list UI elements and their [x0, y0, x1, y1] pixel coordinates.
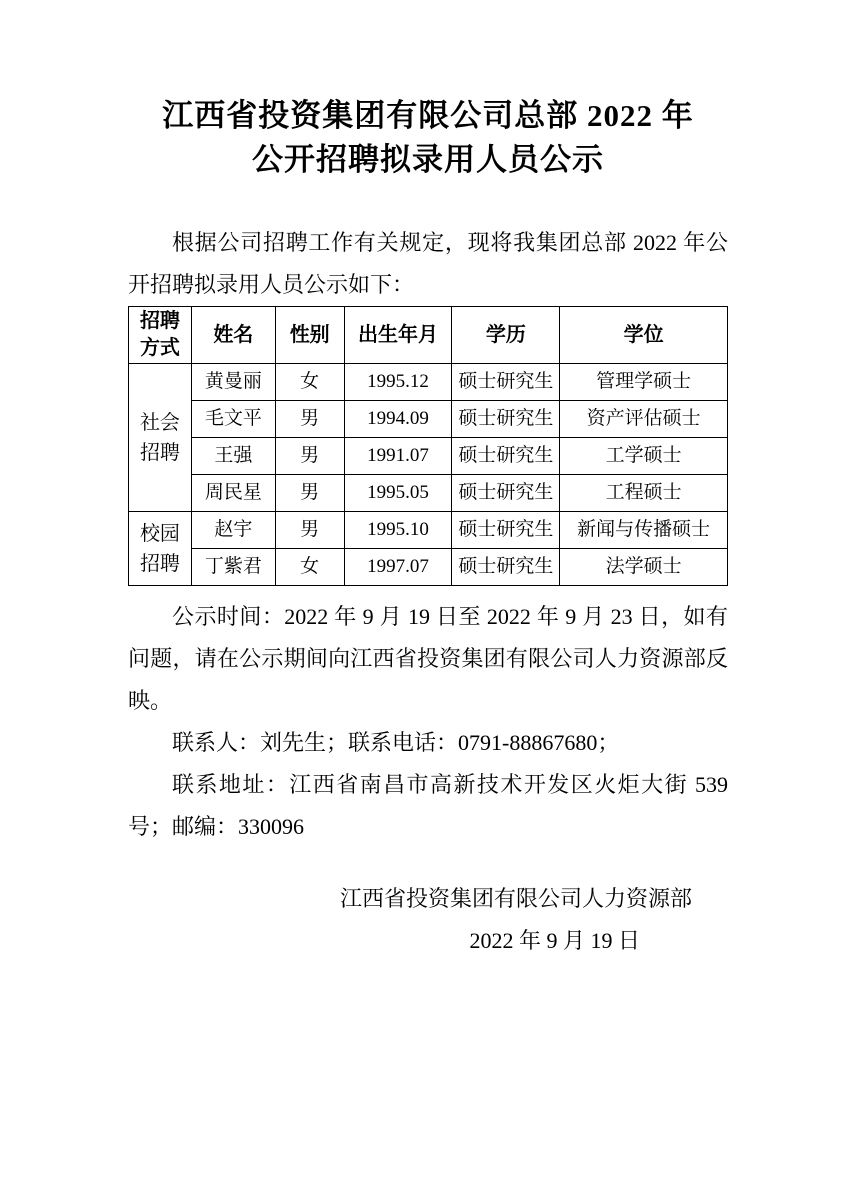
cell-degree: 工程硕士 [560, 475, 728, 512]
table-row [129, 364, 728, 401]
col-header-gender: 性别 [275, 307, 344, 364]
cell-name: 毛文平 [191, 401, 275, 438]
cell-degree: 资产评估硕士 [560, 401, 728, 438]
cell-gender: 女 [275, 549, 344, 586]
cell-birth: 1994.09 [344, 401, 452, 438]
table-row [129, 512, 728, 549]
cell-degree: 工学硕士 [560, 438, 728, 475]
table-row [129, 549, 728, 586]
col-header-recruit-type: 招聘方式 [129, 307, 192, 364]
cell-education: 硕士研究生 [452, 549, 560, 586]
col-header-education: 学历 [452, 307, 560, 364]
group-cell-campus-recruitment: 校园招聘 [129, 512, 192, 586]
cell-name: 周民星 [191, 475, 275, 512]
col-header-birth: 出生年月 [344, 307, 452, 364]
cell-birth: 1995.12 [344, 364, 452, 401]
cell-degree: 新闻与传播硕士 [560, 512, 728, 549]
cell-education: 硕士研究生 [452, 401, 560, 438]
cell-gender: 男 [275, 512, 344, 549]
table-row [129, 438, 728, 475]
cell-name: 赵宇 [191, 512, 275, 549]
cell-gender: 男 [275, 438, 344, 475]
table-row [129, 401, 728, 438]
cell-education: 硕士研究生 [452, 364, 560, 401]
col-header-degree: 学位 [560, 307, 728, 364]
cell-birth: 1997.07 [344, 549, 452, 586]
cell-birth: 1995.10 [344, 512, 452, 549]
title-line-1: 江西省投资集团有限公司总部 2022 年 [162, 98, 694, 133]
cell-degree: 法学硕士 [560, 549, 728, 586]
cell-birth: 1995.05 [344, 475, 452, 512]
contact-paragraph: 联系人：刘先生；联系电话：0791-88867680； [172, 730, 620, 755]
signature-date: 2022 年 9 月 19 日 [469, 928, 640, 953]
cell-gender: 男 [275, 475, 344, 512]
cell-name: 黄曼丽 [191, 364, 275, 401]
cell-name: 王强 [191, 438, 275, 475]
signature-org: 江西省投资集团有限公司人力资源部 [339, 886, 692, 911]
cell-gender: 男 [275, 401, 344, 438]
cell-degree: 管理学硕士 [560, 364, 728, 401]
cell-education: 硕士研究生 [452, 512, 560, 549]
cell-gender: 女 [275, 364, 344, 401]
signature-block [128, 878, 728, 962]
cell-name: 丁紫君 [191, 549, 275, 586]
intro-paragraph: 根据公司招聘工作有关规定，现将我集团总部 2022 年公开招聘拟录用人员公示如下： [128, 230, 728, 297]
cell-education: 硕士研究生 [452, 475, 560, 512]
col-header-name: 姓名 [191, 307, 275, 364]
address-paragraph: 联系地址：江西省南昌市高新技术开发区火炬大街 539 号；邮编：330096 [128, 772, 728, 839]
recruitment-table [128, 306, 728, 586]
page-title [128, 94, 728, 182]
cell-birth: 1991.07 [344, 438, 452, 475]
cell-education: 硕士研究生 [452, 438, 560, 475]
title-line-2: 公开招聘拟录用人员公示 [252, 142, 604, 177]
group-cell-social-recruitment: 社会招聘 [129, 364, 192, 512]
table-row [129, 475, 728, 512]
notice-paragraph: 公示时间：2022 年 9 月 19 日至 2022 年 9 月 23 日，如有问题，请在公示期间向江西省投资集团有限公司人力资源部反映。 [128, 604, 728, 713]
table-header-row [129, 307, 728, 364]
